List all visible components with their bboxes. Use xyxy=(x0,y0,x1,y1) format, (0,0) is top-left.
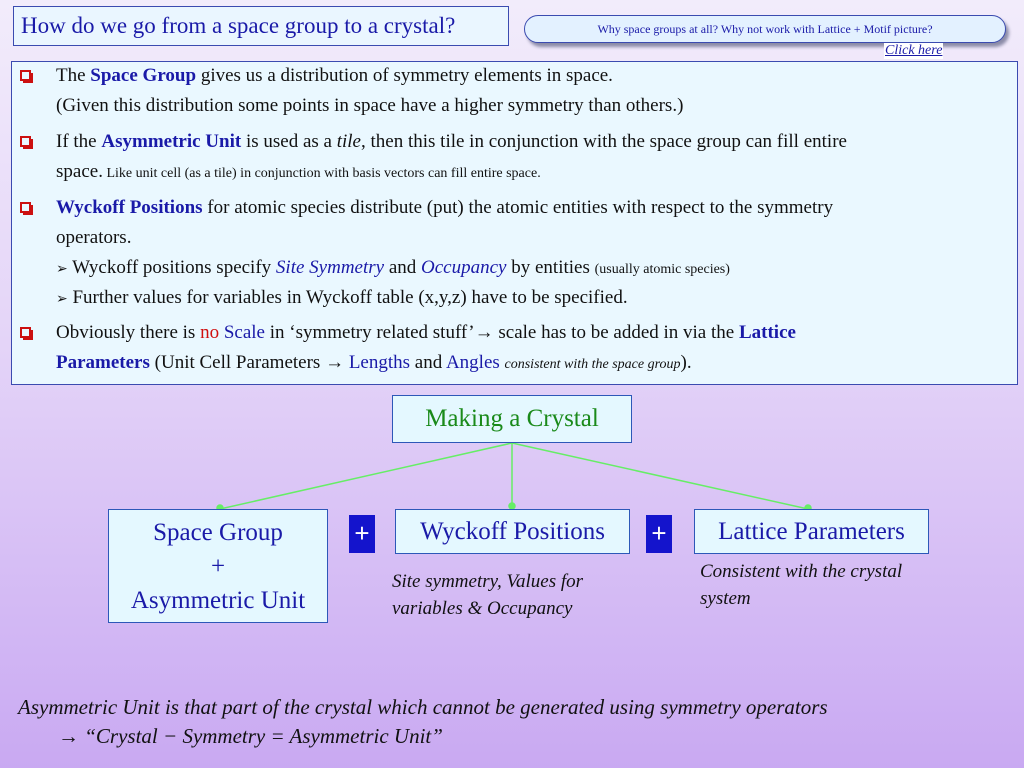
plus-sign-2: + xyxy=(646,515,672,553)
text-span: Further values for variables in Wyckoff table (x,y,z) have to be specified. xyxy=(67,287,628,308)
text-span: and xyxy=(410,352,446,373)
text-span: Obviously there is xyxy=(56,322,201,343)
definition-line-1: Asymmetric Unit is that part of the crystal which cannot be generated using symmetry operators xyxy=(18,695,828,719)
asymmetric-unit-definition xyxy=(18,693,1018,751)
text-span-small: consistent with the space group xyxy=(504,357,681,372)
keyword-scale: Scale xyxy=(223,322,265,343)
text-span: by entities xyxy=(506,257,595,278)
text-span: Wyckoff positions specify xyxy=(67,257,276,278)
text-span: (Unit Cell Parameters → xyxy=(149,352,349,373)
slide-title: How do we go from a space group to a crystal? xyxy=(13,6,509,46)
connector-to-space-group xyxy=(220,443,512,509)
text-span: If the xyxy=(56,131,102,152)
text-span: ). xyxy=(680,352,692,373)
text-span: , then this tile in conjunction with the space group can fill entire xyxy=(361,131,847,152)
text-span: for atomic species distribute (put) the atomic entities with respect to the symmetry xyxy=(202,197,834,218)
keyword-lattice: Lattice xyxy=(738,322,796,343)
keyword-asymmetric-unit: Asymmetric Unit xyxy=(101,131,242,152)
making-a-crystal-node: Making a Crystal xyxy=(392,395,632,443)
bullet-1-line-2: (Given this distribution some points in space have a higher symmetry than others.) xyxy=(56,95,684,116)
click-here-link[interactable]: Click here xyxy=(885,43,943,58)
keyword-site-symmetry: Site Symmetry xyxy=(275,257,385,278)
why-space-groups-link[interactable]: Why space groups at all? Why not work with Lattice + Motif picture? xyxy=(524,15,1006,43)
bullet-3-line-2: operators. xyxy=(56,227,132,248)
text-span: and xyxy=(384,257,422,278)
plus-sign-1: + xyxy=(349,515,375,553)
keyword-wyckoff-positions: Wyckoff Positions xyxy=(56,197,203,218)
text-span: space. xyxy=(56,161,103,182)
text-span: is used as a xyxy=(241,131,337,152)
wyckoff-caption xyxy=(392,568,583,622)
definition-line-2: → “Crystal − Symmetry = Asymmetric Unit” xyxy=(58,724,443,748)
wyckoff-positions-node: Wyckoff Positions xyxy=(395,509,630,554)
lattice-caption xyxy=(700,558,902,612)
connector-to-lattice xyxy=(512,443,808,509)
arrowhead-bullet-icon: ➢ xyxy=(56,291,68,307)
text-span-small: Like unit cell (as a tile) in conjunction with basis vectors can fill entire space. xyxy=(102,166,541,181)
keyword-parameters: Parameters xyxy=(56,352,150,373)
space-group-label: Space Group xyxy=(153,519,283,546)
keyword-tile: tile xyxy=(336,131,361,152)
keyword-lengths: Lengths xyxy=(348,352,411,373)
keyword-occupancy: Occupancy xyxy=(421,257,507,278)
lattice-parameters-node: Lattice Parameters xyxy=(694,509,929,554)
space-group-plus: + xyxy=(210,553,226,580)
text-span: gives us a distribution of symmetry elements in space. xyxy=(196,65,613,86)
keyword-angles: Angles xyxy=(445,352,500,373)
keyword-space-group: Space Group xyxy=(90,65,197,86)
space-group-node xyxy=(108,509,328,623)
asymmetric-unit-label: Asymmetric Unit xyxy=(130,587,306,614)
arrowhead-bullet-icon: ➢ xyxy=(56,261,68,277)
text-span-small: (usually atomic species) xyxy=(594,262,730,277)
text-span: in ‘symmetry related stuff’→ scale has to be added in via the xyxy=(264,322,739,343)
keyword-no: no xyxy=(200,322,220,343)
text-span: The xyxy=(56,65,91,86)
wyckoff-caption-line-1: Site symmetry, Values for xyxy=(392,571,584,592)
lattice-caption-line-2: system xyxy=(700,588,751,609)
wyckoff-caption-line-2: variables & Occupancy xyxy=(392,598,573,619)
lattice-caption-line-1: Consistent with the crystal xyxy=(700,561,903,582)
